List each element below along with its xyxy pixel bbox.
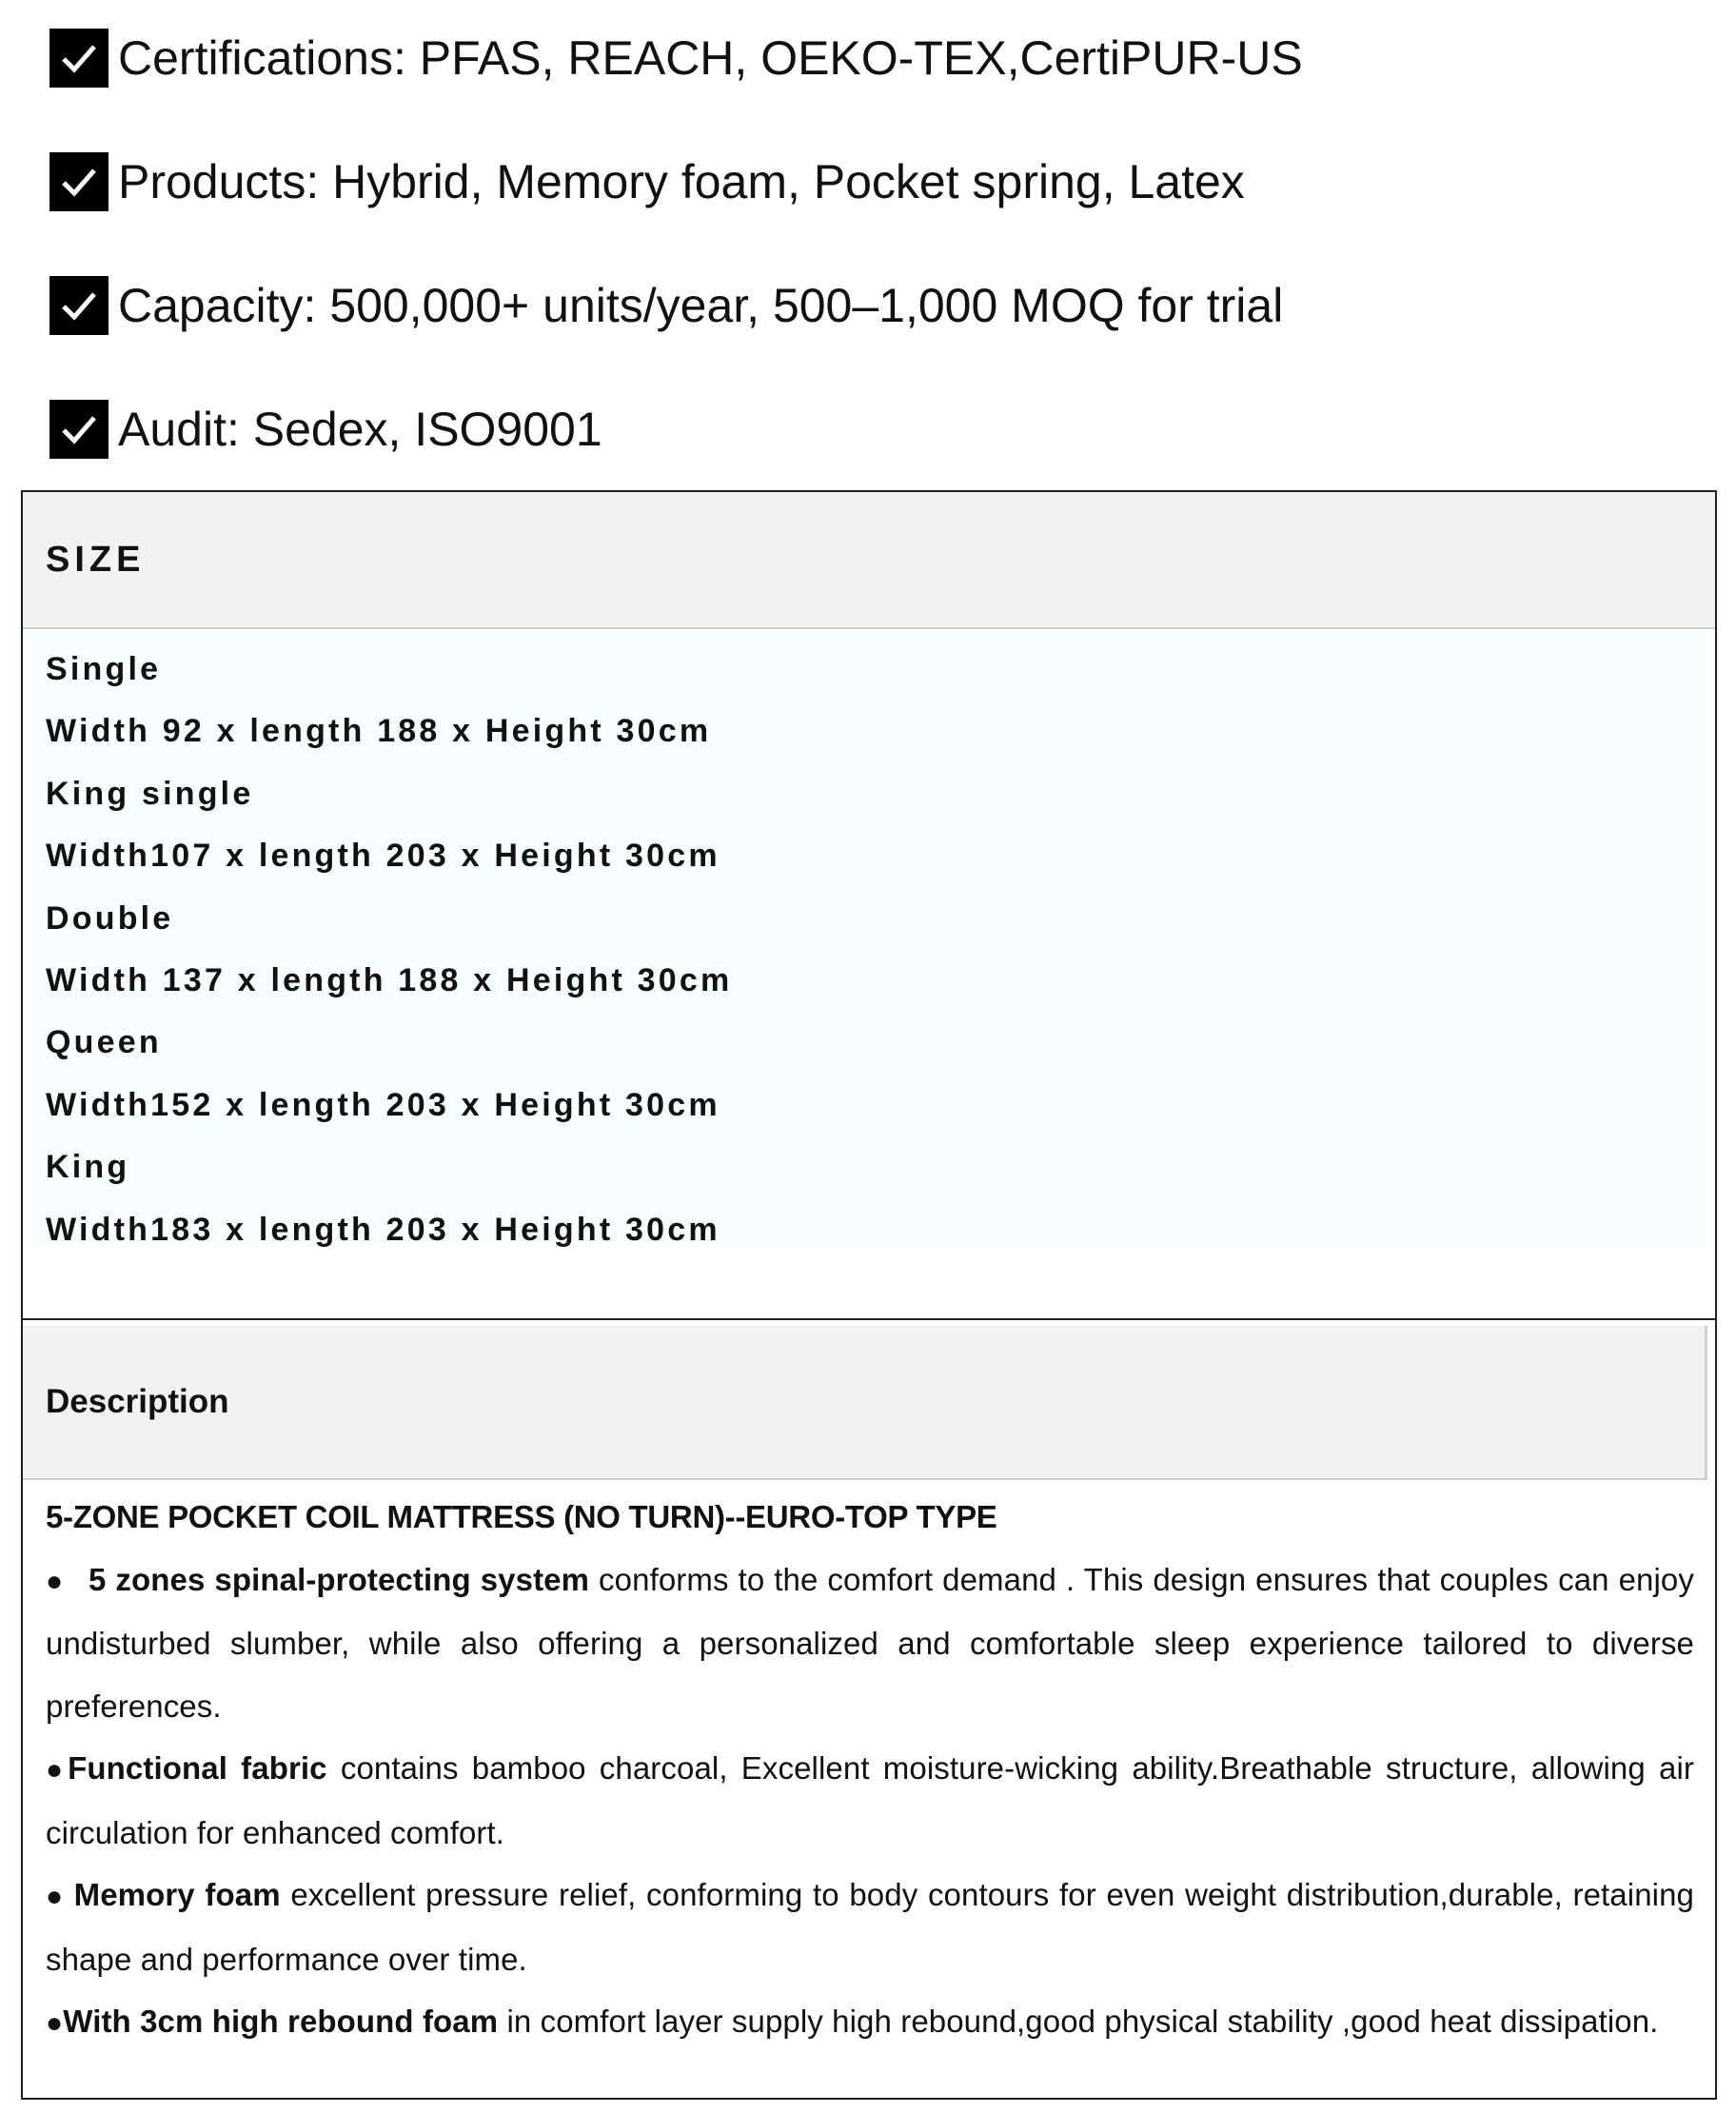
feature-name: With 3cm high rebound foam [63, 2004, 499, 2039]
size-name: King single [46, 775, 254, 812]
checklist-item-text: Certifications: PFAS, REACH, OEKO-TEX,CertiPUR-US [118, 31, 1303, 85]
checkmark-icon [49, 276, 108, 335]
size-dimensions: Width107 x length 203 x Height 30cm [46, 838, 720, 875]
size-dimensions: Width 137 x length 188 x Height 30cm [46, 961, 733, 998]
checklist-item-capacity [49, 276, 1303, 335]
feature-text: excellent pressure relief, conforming to body contours for even weight distribution,durable, retaining shape and performance over time. [46, 1877, 1694, 1977]
feature-paragraph [46, 1737, 1694, 1864]
bullet-icon: ● [46, 1754, 69, 1786]
bullet-icon: ● [46, 2007, 64, 2039]
feature-paragraph [46, 1549, 1694, 1738]
size-heading: SIZE [46, 539, 146, 580]
size-table-body [25, 629, 1706, 1246]
checkmark-icon [49, 400, 108, 459]
checklist-item-audit [49, 400, 1303, 459]
feature-text: conforms to the comfort demand . This design ensures that couples can enjoy undisturbed slumber, while also offering a personalized and comfortable sleep experience tailored to diverse preferences. [46, 1561, 1694, 1724]
feature-text: in comfort layer supply high rebound,good physical stability ,good heat dissipation. [498, 2004, 1659, 2039]
size-dimensions: Width152 x length 203 x Height 30cm [46, 1086, 720, 1123]
checkmark-icon [49, 29, 108, 88]
size-table-header [23, 492, 1715, 629]
size-dimensions: Width183 x length 203 x Height 30cm [46, 1211, 720, 1248]
description-heading: Description [46, 1383, 229, 1420]
size-dimensions: Width 92 x length 188 x Height 30cm [46, 713, 712, 750]
size-table [21, 490, 1717, 1320]
feature-text: contains bamboo charcoal, Excellent moisture-wicking ability.Breathable structure, allowing air circulation for enhanced comfort. [46, 1750, 1694, 1850]
feature-name: 5 zones spinal-protecting system [88, 1561, 590, 1597]
checklist-item-text: Products: Hybrid, Memory foam, Pocket spring, Latex [118, 155, 1245, 208]
checklist-item-certifications [49, 29, 1303, 88]
size-name: Queen [46, 1024, 162, 1061]
checklist-item-text: Audit: Sedex, ISO9001 [118, 403, 602, 456]
size-name: Double [46, 899, 174, 937]
bullet-icon: ● [46, 1881, 65, 1912]
feature-paragraph [46, 1990, 1694, 2055]
size-name: Single [46, 651, 162, 687]
description-title: 5-ZONE POCKET COIL MATTRESS (NO TURN)--EURO-TOP TYPE [46, 1499, 997, 1534]
checklist-item-products [49, 152, 1303, 211]
checkmark-icon [49, 152, 108, 211]
description-table [21, 1318, 1717, 2100]
feature-name: Memory foam [73, 1877, 281, 1912]
feature-checklist [49, 29, 1303, 523]
description-body [23, 1480, 1715, 2055]
feature-name: Functional fabric [68, 1750, 327, 1786]
checklist-item-text: Capacity: 500,000+ units/year, 500–1,000 MOQ for trial [118, 279, 1284, 332]
bullet-icon: ● [46, 1565, 64, 1597]
size-name: King [46, 1149, 130, 1186]
feature-paragraph [46, 1864, 1694, 1990]
description-table-header [23, 1326, 1707, 1480]
